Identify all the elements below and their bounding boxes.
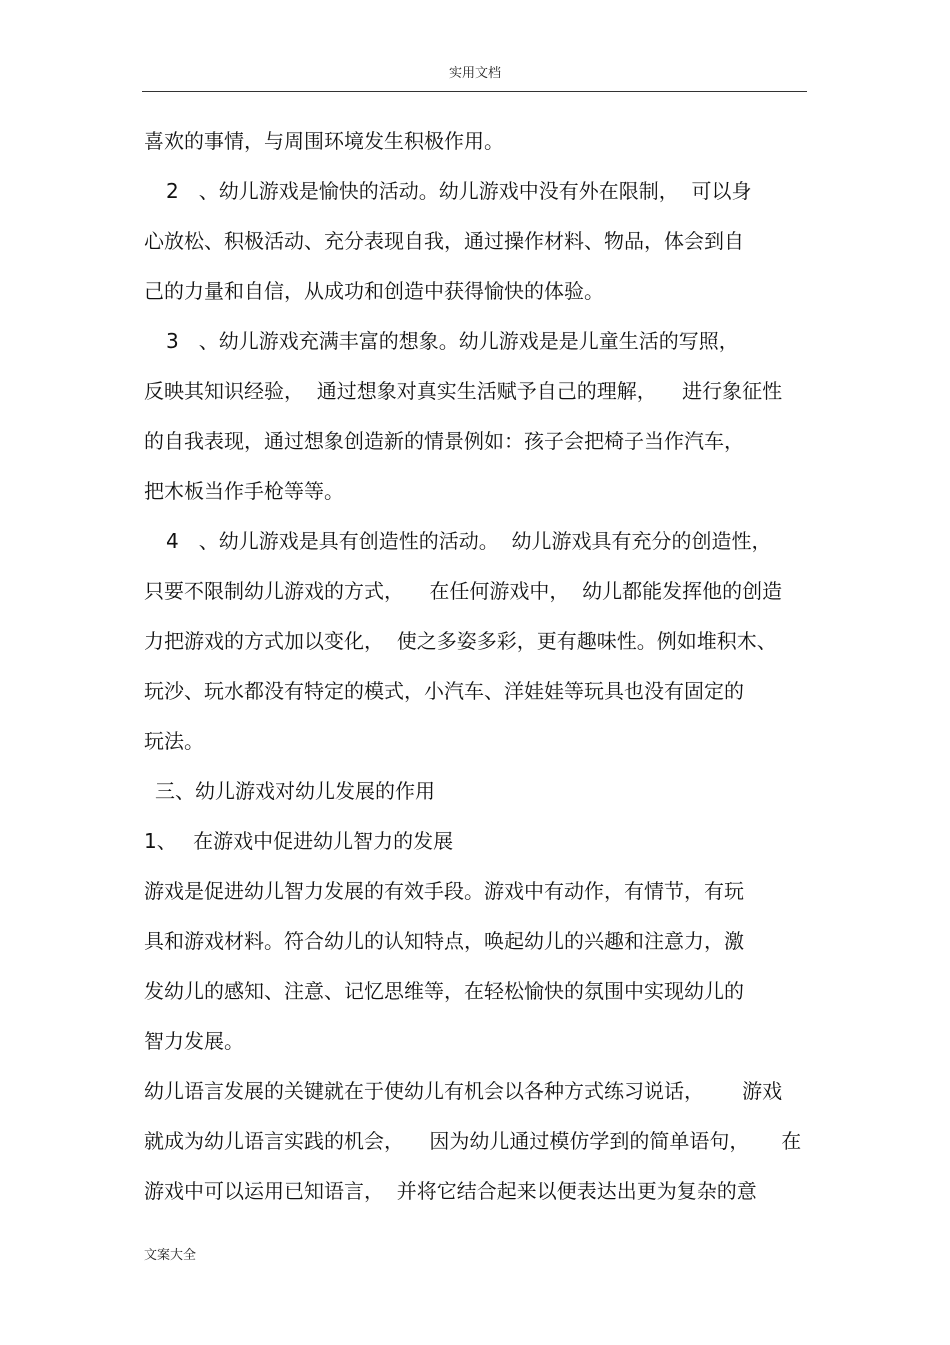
text-line: 心放松、积极活动、充分表现自我，通过操作材料、物品，体会到自: [144, 229, 744, 253]
text-line: 游戏中可以运用已知语言， 并将它结合起来以便表达出更为复杂的意: [144, 1179, 757, 1203]
text-line: 把木板当作手枪等等。: [144, 479, 344, 503]
text-line: 3 、幼儿游戏充满丰富的想象。幼儿游戏是是儿童生活的写照，: [166, 329, 739, 353]
text-line: 只要不限制幼儿游戏的方式， 在任何游戏中， 幼儿都能发挥他的创造: [144, 579, 783, 603]
text-line: 就成为幼儿语言实践的机会， 因为幼儿通过模仿学到的简单语句， 在: [144, 1129, 802, 1153]
page-header: 实用文档: [448, 66, 501, 81]
subsection-heading: 1、 在游戏中促进幼儿智力的发展: [144, 829, 454, 853]
text-line: 具和游戏材料。符合幼儿的认知特点，唤起幼儿的兴趣和注意力，激: [144, 929, 744, 953]
text-line: 喜欢的事情，与周围环境发生积极作用。: [144, 129, 504, 153]
text-line: 玩沙、玩水都没有特定的模式，小汽车、洋娃娃等玩具也没有固定的: [144, 679, 744, 703]
text-line: 己的力量和自信，从成功和创造中获得愉快的体验。: [144, 279, 604, 303]
text-line: 幼儿语言发展的关键就在于使幼儿有机会以各种方式练习说话， 游戏: [144, 1079, 783, 1103]
text-line: 智力发展。: [144, 1029, 244, 1053]
text-line: 玩法。: [144, 729, 204, 753]
text-line: 的自我表现，通过想象创造新的情景例如：孩子会把椅子当作汽车，: [144, 429, 744, 453]
text-line: 反映其知识经验， 通过想象对真实生活赋予自己的理解， 进行象征性: [144, 379, 783, 403]
section-heading: 三、幼儿游戏对幼儿发展的作用: [155, 779, 435, 803]
page-footer: 文案大全: [144, 1248, 197, 1263]
text-line: 力把游戏的方式加以变化， 使之多姿多彩，更有趣味性。例如堆积木、: [144, 629, 777, 653]
text-line: 游戏是促进幼儿智力发展的有效手段。游戏中有动作，有情节，有玩: [144, 879, 744, 903]
text-line: 4 、幼儿游戏是具有创造性的活动。 幼儿游戏具有充分的创造性，: [166, 529, 772, 553]
header-rule: [142, 91, 807, 92]
text-line: 发幼儿的感知、注意、记忆思维等，在轻松愉快的氛围中实现幼儿的: [144, 979, 744, 1003]
text-line: 2 、幼儿游戏是愉快的活动。幼儿游戏中没有外在限制， 可以身: [166, 179, 752, 203]
